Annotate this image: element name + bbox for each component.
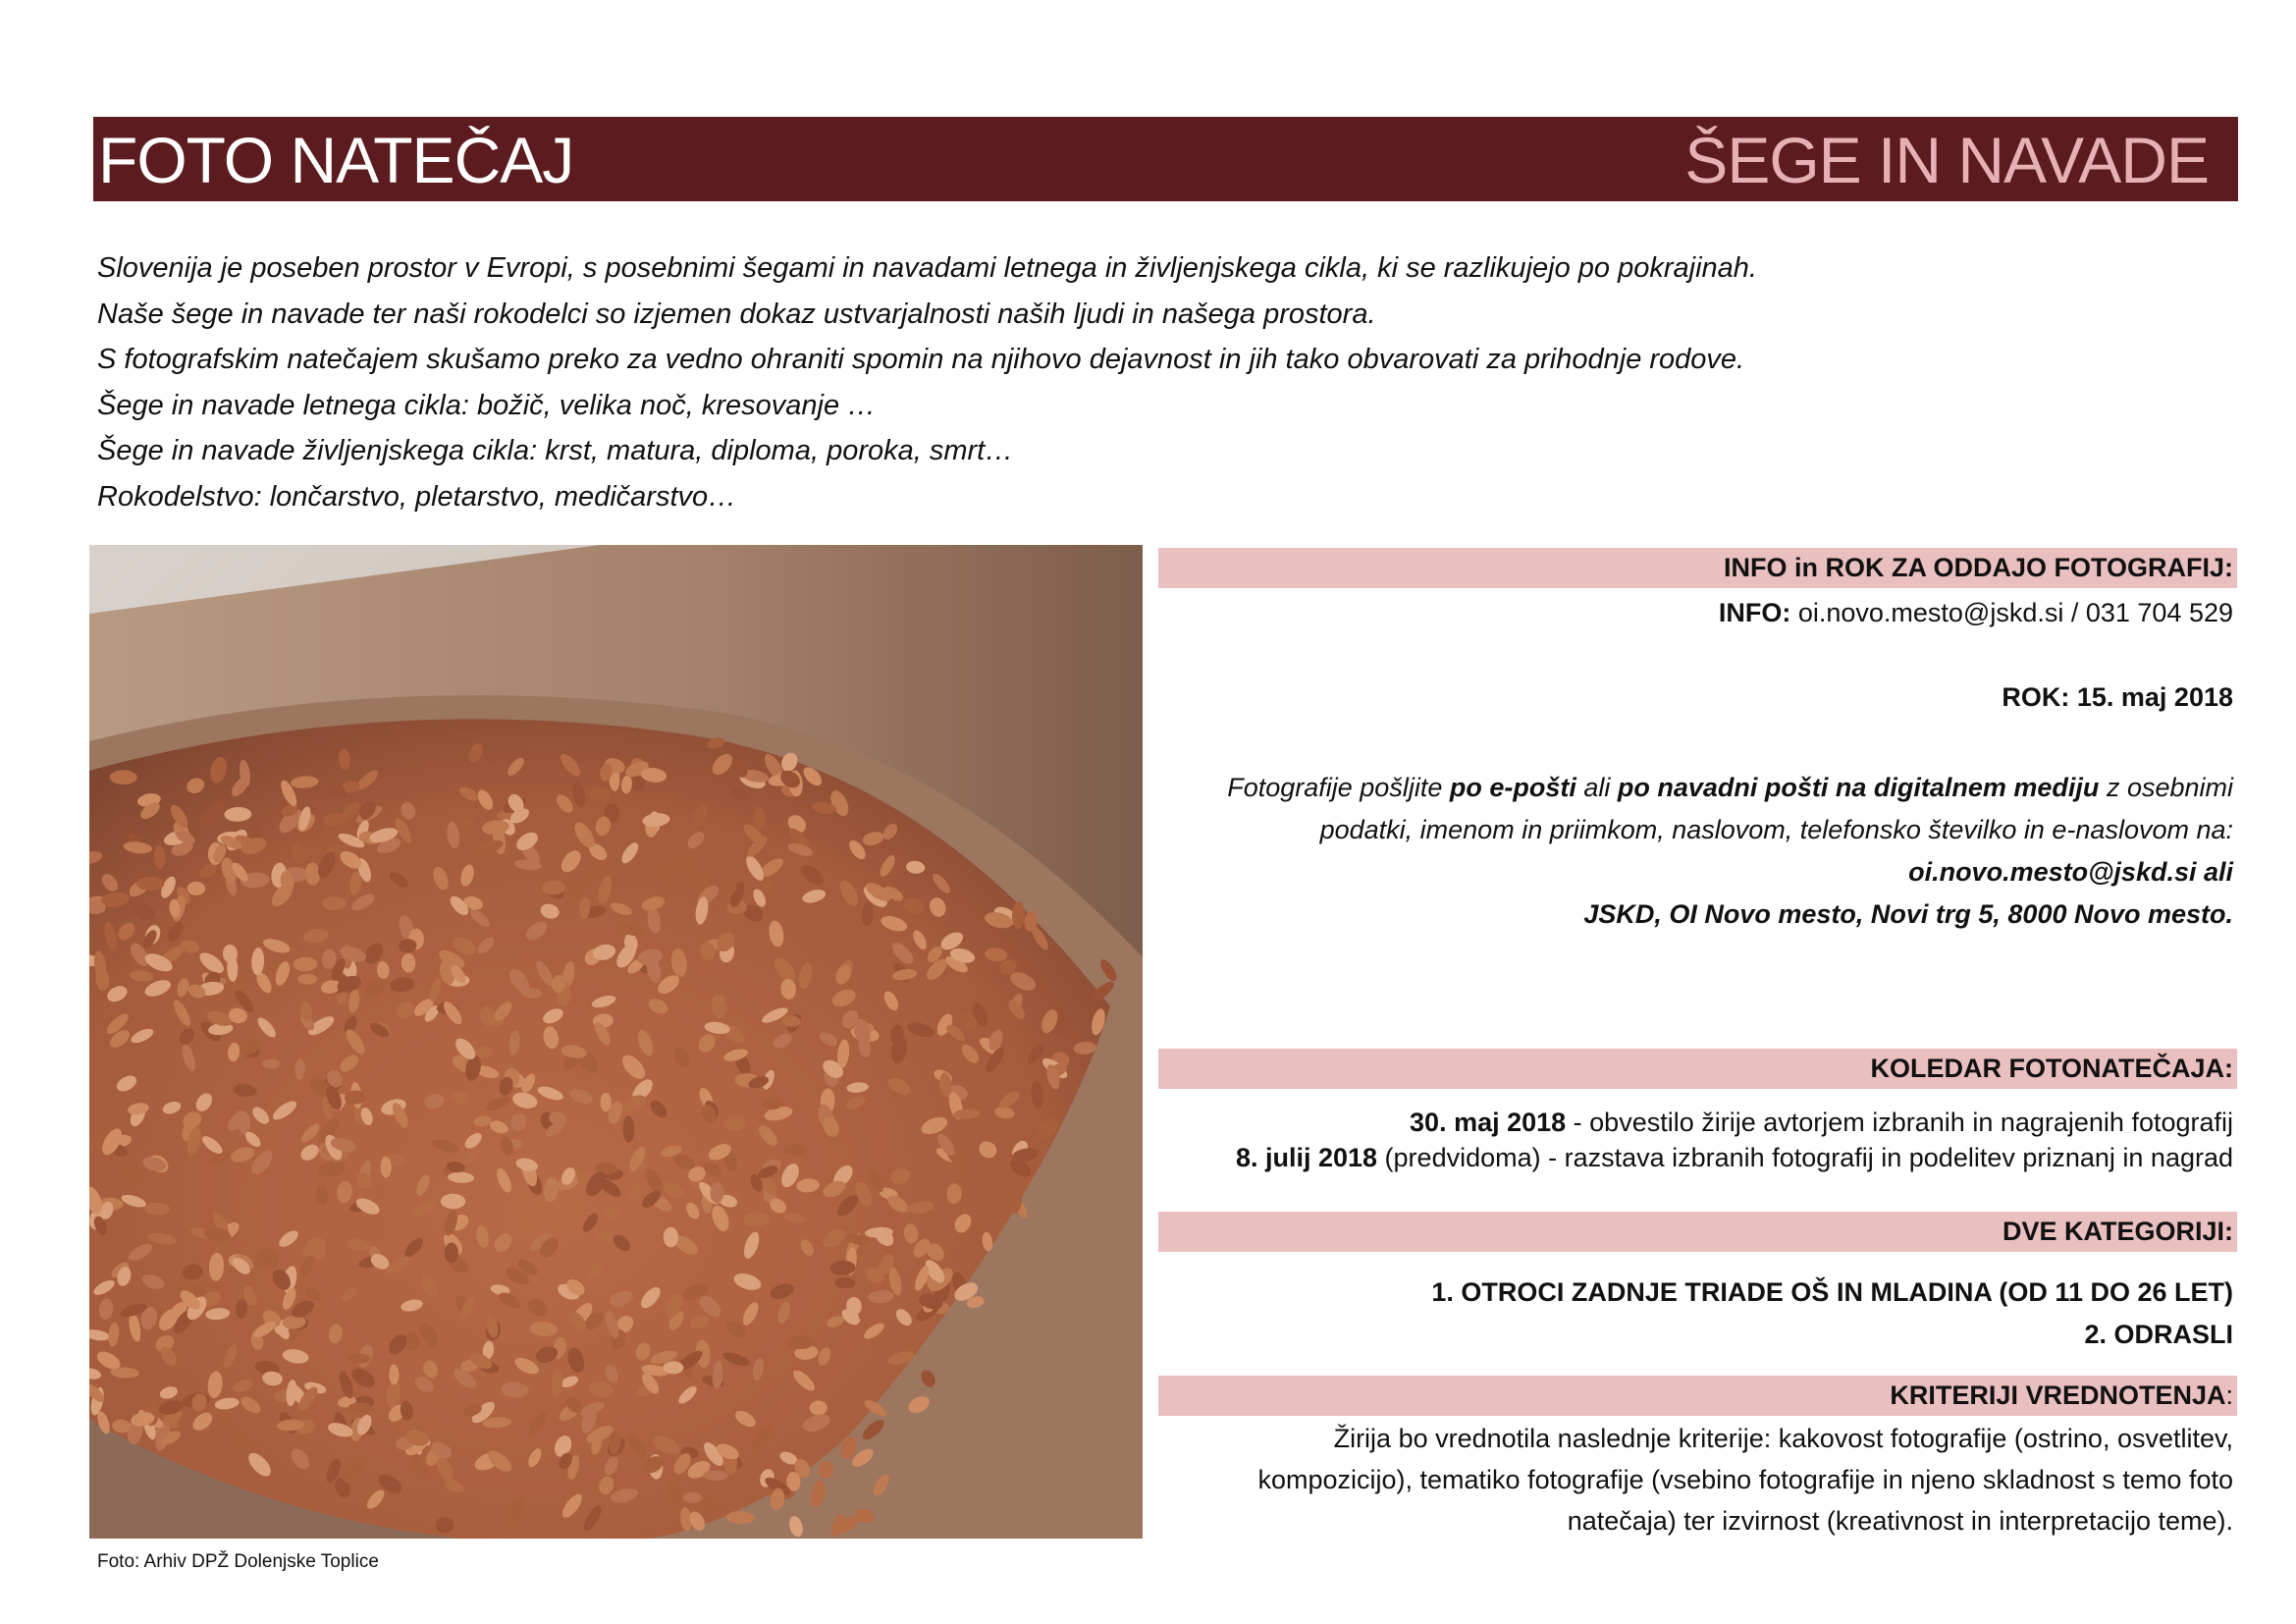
send-address: JSKD, OI Novo mesto, Novi trg 5, 8000 Novo mesto. bbox=[1583, 899, 2233, 929]
calendar-item bbox=[1158, 1105, 2233, 1140]
info-send-instructions bbox=[1158, 767, 2233, 936]
send-text: Fotografije pošljite bbox=[1227, 773, 1450, 802]
calendar-list bbox=[1158, 1105, 2233, 1175]
grain-kernel bbox=[187, 882, 206, 895]
calendar-date: 8. julij 2018 bbox=[1235, 1143, 1378, 1172]
intro-line: Naše šege in navade ter naši rokodelci so izjemen dokaz ustvarjalnosti naših ljudi in našega prostora. bbox=[97, 298, 1376, 330]
intro-line: S fotografskim natečajem skušamo preko za vedno ohraniti spomin na njihovo dejavnost in jih tako obvarovati za prihodnje rodove. bbox=[97, 344, 1745, 376]
categories-heading: DVE KATEGORIJI: bbox=[2002, 1217, 2233, 1246]
calendar-heading: KOLEDAR FOTONATEČAJA: bbox=[1870, 1054, 2233, 1083]
send-text: ali bbox=[1575, 773, 1618, 802]
info-heading-bar bbox=[1158, 548, 2237, 588]
criteria-heading: KRITERIJI VREDNOTENJA bbox=[1890, 1380, 2226, 1410]
page-title: FOTO NATEČAJ bbox=[98, 124, 574, 196]
send-email: oi.novo.mesto@jskd.si ali bbox=[1908, 857, 2233, 887]
send-post-emphasis: po navadni pošti na digitalnem mediju bbox=[1617, 773, 2100, 802]
criteria-heading-colon: : bbox=[2225, 1380, 2233, 1410]
calendar-text: (predvidoma) - razstava izbranih fotografij in podelitev priznanj in nagrad bbox=[1377, 1143, 2233, 1172]
info-contact-value: oi.novo.mesto@jskd.si / 031 704 529 bbox=[1790, 598, 2233, 627]
criteria-line: Žirija bo vrednotila naslednje kriterije: kakovost fotografije (ostrino, osvetlitev, bbox=[1333, 1424, 2233, 1453]
grain-kernel bbox=[834, 1277, 855, 1288]
calendar-date: 30. maj 2018 bbox=[1410, 1108, 1567, 1137]
info-heading: INFO in ROK ZA ODDAJO FOTOGRAFIJ: bbox=[1724, 553, 2233, 582]
intro-text bbox=[97, 245, 2159, 520]
info-deadline: ROK: 15. maj 2018 bbox=[2002, 682, 2233, 712]
category-item: 1. OTROCI ZADNJE TRIADE OŠ IN MLADINA (OD 11 DO 26 LET) bbox=[1431, 1277, 2233, 1307]
grain-kernel bbox=[110, 770, 137, 785]
intro-line: Šege in navade življenjskega cikla: krst, matura, diploma, poroka, smrt… bbox=[97, 435, 1014, 467]
send-text: z osebnimi bbox=[2099, 773, 2233, 802]
info-contact bbox=[1158, 598, 2233, 628]
calendar-text: - obvestilo žirije avtorjem izbranih in nagrajenih fotografij bbox=[1566, 1108, 2233, 1137]
calendar-heading-bar bbox=[1158, 1049, 2237, 1089]
criteria-text bbox=[1158, 1418, 2233, 1542]
grain-kernel bbox=[136, 877, 165, 891]
criteria-heading-bar bbox=[1158, 1376, 2237, 1416]
criteria-line: natečaja) ter izvirnost (kreativnost in interpretacijo teme). bbox=[1567, 1506, 2233, 1536]
page-subtitle: ŠEGE IN NAVADE bbox=[1684, 124, 2209, 196]
intro-line: Rokodelstvo: lončarstvo, pletarstvo, medičarstvo… bbox=[97, 480, 737, 513]
calendar-item bbox=[1158, 1140, 2233, 1175]
send-line-2: podatki, imenom in priimkom, naslovom, telefonsko številko in e-naslovom na: bbox=[1319, 815, 2233, 844]
send-email-emphasis: po e-pošti bbox=[1449, 773, 1576, 802]
photo-caption: Foto: Arhiv DPŽ Dolenjske Toplice bbox=[97, 1551, 379, 1572]
title-banner bbox=[93, 117, 2238, 201]
category-item: 2. ODRASLI bbox=[2084, 1320, 2233, 1349]
info-contact-label: INFO: bbox=[1718, 598, 1791, 627]
categories-list bbox=[1158, 1272, 2233, 1356]
intro-line: Šege in navade letnega cikla: božič, velika noč, kresovanje … bbox=[97, 389, 877, 421]
categories-heading-bar bbox=[1158, 1212, 2237, 1252]
intro-line: Slovenija je poseben prostor v Evropi, s posebnimi šegami in navadami letnega in življenjskega cikla, ki se razlikujejo po pokrajinah. bbox=[97, 252, 1757, 284]
grain-photo bbox=[89, 545, 1143, 1539]
criteria-line: kompozicijo), tematiko fotografije (vsebino fotografije in njeno skladnost s temo foto bbox=[1257, 1465, 2233, 1494]
